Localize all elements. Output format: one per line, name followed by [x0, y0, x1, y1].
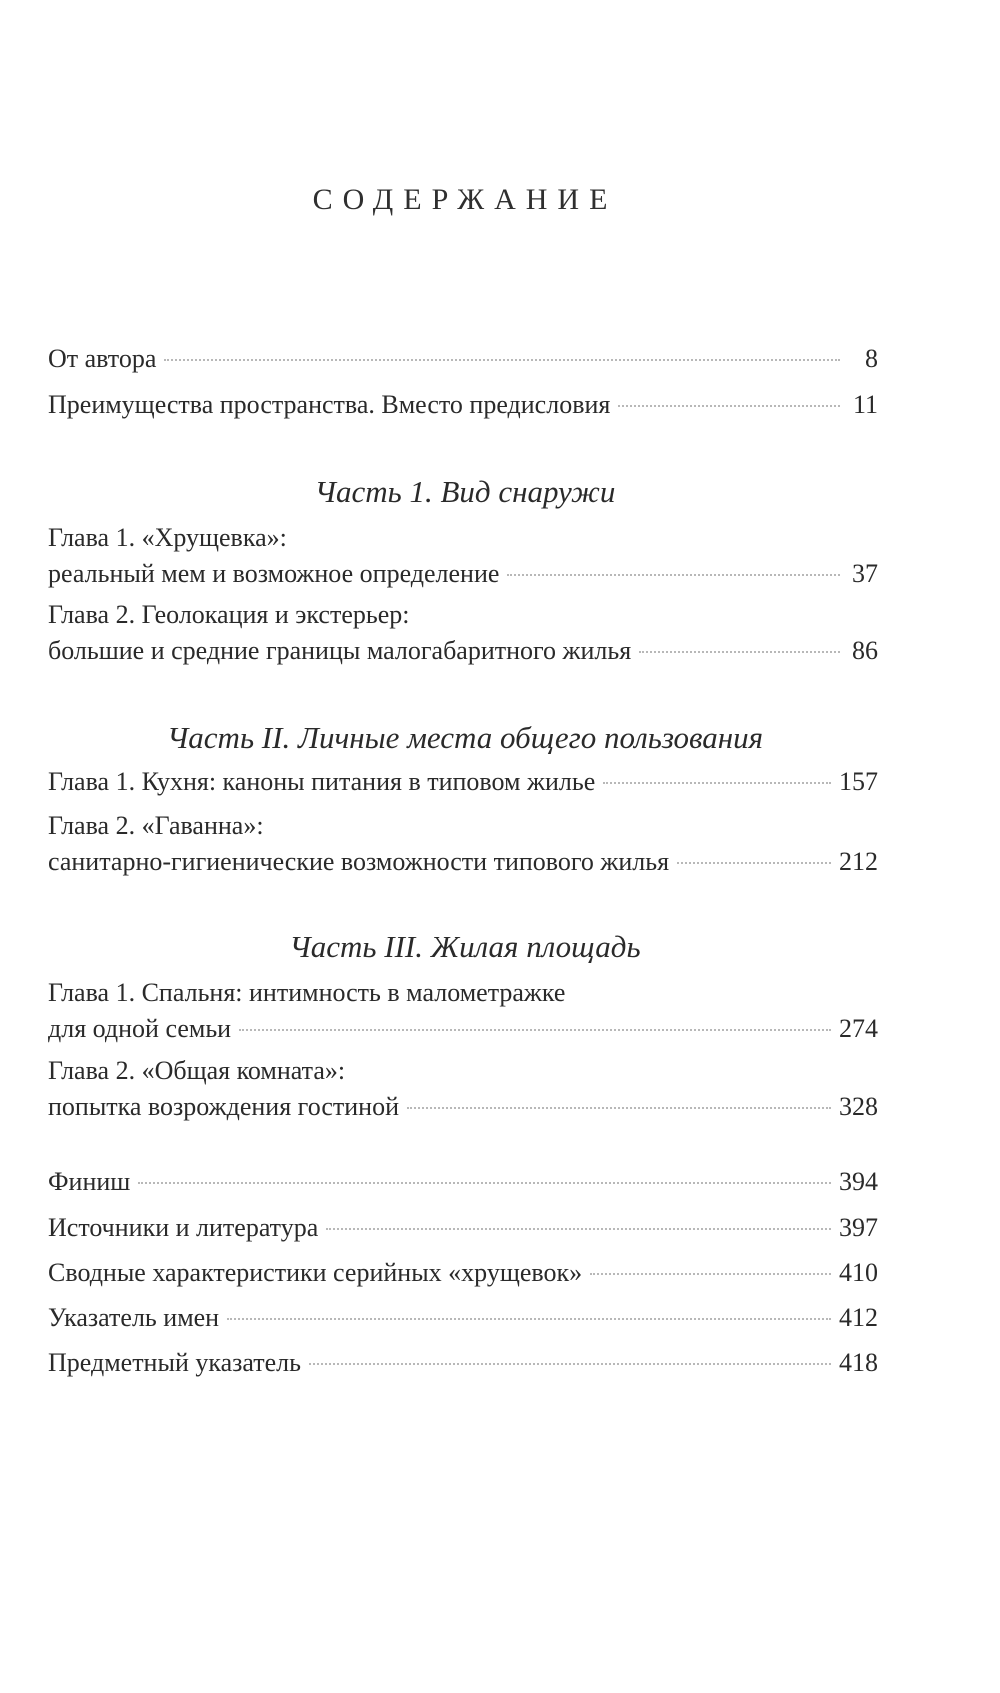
- part-heading-2: Часть II. Личные места общего пользования: [166, 720, 764, 755]
- dot-leader: [326, 1228, 831, 1230]
- toc-page-number: 157: [839, 767, 878, 796]
- toc-page-number: 328: [839, 1092, 878, 1121]
- toc-entry-preface[interactable]: [48, 387, 878, 423]
- toc-entry-line1: Глава 2. Геолокация и экстерьер:: [48, 600, 410, 629]
- page-title: СОДЕРЖАНИЕ: [312, 183, 618, 216]
- toc-entry-part2-chapter2[interactable]: [48, 808, 878, 880]
- toc-entry-part3-chapter2[interactable]: [48, 1053, 878, 1125]
- toc-entry-text: Указатель имен: [48, 1303, 220, 1332]
- toc-entry-text: Финиш: [48, 1167, 131, 1196]
- dot-leader: [618, 405, 840, 407]
- toc-page-number: 11: [852, 390, 878, 419]
- toc-entry-line1: Глава 2. «Общая комната»:: [48, 1056, 346, 1085]
- toc-entry-text: Предметный указатель: [48, 1348, 302, 1377]
- toc-page-number: 394: [839, 1167, 878, 1196]
- toc-entry-part2-chapter1[interactable]: [48, 764, 878, 800]
- toc-page-number: 274: [839, 1014, 878, 1043]
- toc-page-number: 212: [839, 847, 878, 876]
- toc-entry-text: санитарно-гигиенические возможности типового жилья: [48, 847, 670, 876]
- toc-entry-text: Преимущества пространства. Вместо предисловия: [48, 390, 611, 419]
- dot-leader: [603, 782, 831, 784]
- toc-entry-part1-chapter2[interactable]: [48, 597, 878, 669]
- toc-entry-text: Глава 1. Кухня: каноны питания в типовом жилье: [48, 767, 596, 796]
- toc-entry-line1: Глава 2. «Гаванна»:: [48, 811, 264, 840]
- dot-leader: [239, 1029, 831, 1031]
- toc-entry-text: Сводные характеристики серийных «хрущевок»: [48, 1258, 583, 1287]
- toc-page-number: 37: [852, 559, 878, 588]
- toc-page-number: 8: [865, 344, 878, 373]
- toc-entry-text: для одной семьи: [48, 1014, 232, 1043]
- toc-page-number: 397: [839, 1213, 878, 1242]
- dot-leader: [507, 574, 840, 576]
- toc-entry-text: попытка возрождения гостиной: [48, 1092, 399, 1121]
- toc-entry-line1: Глава 1. Спальня: интимность в малометражке: [48, 978, 566, 1007]
- dot-leader: [590, 1273, 831, 1275]
- part-heading-1: Часть 1. Вид снаружи: [314, 474, 616, 509]
- toc-page-number: 410: [839, 1258, 878, 1287]
- toc-entry-sources[interactable]: [48, 1210, 878, 1246]
- toc-page-number: 412: [839, 1303, 878, 1332]
- toc-entry-finish[interactable]: [48, 1164, 878, 1200]
- dot-leader: [227, 1318, 831, 1320]
- toc-entry-text: большие и средние границы малогабаритного жилья: [48, 636, 632, 665]
- dot-leader: [677, 862, 831, 864]
- dot-leader: [138, 1182, 831, 1184]
- dot-leader: [407, 1107, 831, 1109]
- toc-entry-line1: Глава 1. «Хрущевка»:: [48, 523, 287, 552]
- toc-entry-from-author[interactable]: [48, 341, 878, 377]
- toc-page-number: 86: [852, 636, 878, 665]
- dot-leader: [639, 651, 840, 653]
- toc-entry-characteristics[interactable]: [48, 1255, 878, 1291]
- toc-entry-name-index[interactable]: [48, 1300, 878, 1336]
- toc-entry-text: От автора: [48, 344, 157, 373]
- part-heading-3: Часть III. Жилая площадь: [289, 929, 641, 964]
- toc-page-number: 418: [839, 1348, 878, 1377]
- dot-leader: [309, 1363, 831, 1365]
- dot-leader: [164, 359, 840, 361]
- toc-entry-text: Источники и литература: [48, 1213, 319, 1242]
- toc-entry-part1-chapter1[interactable]: [48, 520, 878, 592]
- toc-entry-subject-index[interactable]: [48, 1345, 878, 1381]
- toc-entry-part3-chapter1[interactable]: [48, 975, 878, 1047]
- toc-entry-text: реальный мем и возможное определение: [48, 559, 500, 588]
